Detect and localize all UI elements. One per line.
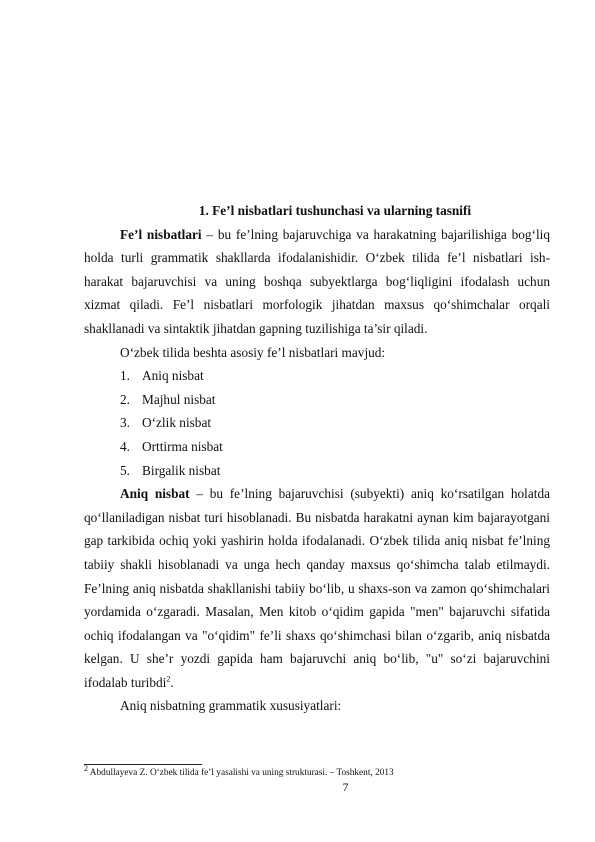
term-fel-nisbatlari: Fe’l nisbatlari: [120, 226, 202, 242]
footnote: [84, 763, 550, 779]
list-number: 4.: [120, 438, 130, 454]
paragraph-aniq-nisbat: [84, 482, 550, 694]
footnote-divider: [84, 764, 202, 765]
paragraph-definition-text: – bu fe’lning bajaruvchiga va harakatning bajarilishiga bog‘liq holda turli grammatik shakllarda ifodalanishidir. O‘zbek tilida fe’l nisbatlari ish-harakat bajaruvchisi va uning boshqa subyektlarga bog‘liqligini ifodalash uchun xizmat qiladi. Fe’l nisbatlari morfologik jihatdan maxsus qo‘shimchalar orqali shakllanadi va sintaktik jihatdan gapning tuzilishiga ta’sir qiladi.: [84, 226, 550, 336]
page-number: 7: [342, 780, 349, 794]
footnote-text: Abdullayeva Z. O‘zbek tilida fe’l yasalishi va uning strukturasi. – Toshkent, 2013: [88, 768, 394, 778]
term-aniq-nisbat: Aniq nisbat: [120, 486, 190, 502]
footnote-reference[interactable]: 2: [166, 674, 171, 684]
list-item: [84, 435, 550, 459]
list-item: [84, 364, 550, 388]
list-label: Aniq nisbat: [142, 368, 204, 384]
list-number: 1.: [120, 368, 130, 384]
paragraph-grammatik: Aniq nisbatning grammatik xususiyatlari:: [120, 698, 342, 714]
list-number: 3.: [120, 415, 130, 431]
list-label: O‘zlik nisbat: [142, 415, 212, 431]
list-label: Orttirma nisbat: [142, 438, 223, 454]
list-label: Birgalik nisbat: [142, 462, 221, 478]
list-item: [84, 388, 550, 412]
paragraph-end-punct: .: [170, 674, 174, 690]
list-item: [84, 459, 550, 483]
nisbat-list: [84, 364, 550, 482]
paragraph-intro-list: O‘zbek tilida beshta asosiy fe’l nisbatlari mavjud:: [120, 344, 386, 360]
paragraph-definition: [84, 223, 550, 341]
list-item: [84, 411, 550, 435]
section-heading: 1. Fe’l nisbatlari tushunchasi va ularning tasnifi: [198, 203, 472, 218]
list-number: 5.: [120, 462, 130, 478]
list-number: 2.: [120, 391, 130, 407]
footnote-marker: 2: [84, 763, 88, 773]
list-label: Majhul nisbat: [142, 391, 216, 407]
paragraph-aniq-nisbat-text: – bu fe’lning bajaruvchisi (subyekti) aniq ko‘rsatilgan holatda qo‘llaniladigan nisbat turi hisoblanadi. Bu nisbatda harakatni aynan kim bajarayotgani gap tarkibida ochiq yoki yashirin holda ifodalanadi. O‘zbek tilida aniq nisbat fe’lning tabiiy shakli hisoblanadi va unga hech qanday maxsus qo‘shimcha talab etilmaydi. Fe’lning aniq nisbatda shakllanishi tabiiy bo‘lib, u shaxs-son va zamon qo‘shimchalari yordamida o‘zgaradi. Masalan, Men kitob o‘qidim gapida "men" bajaruvchi sifatida ochiq ifodalangan va "o‘qidim" fe’li shaxs qo‘shimchasi bilan o‘zgarib, aniq nisbatda kelgan. U she’r yozdi gapida ham bajaruvchi aniq bo‘lib, "u" so‘zi bajaruvchini ifodalab turibdi: [84, 486, 550, 690]
main-text: [84, 199, 550, 718]
